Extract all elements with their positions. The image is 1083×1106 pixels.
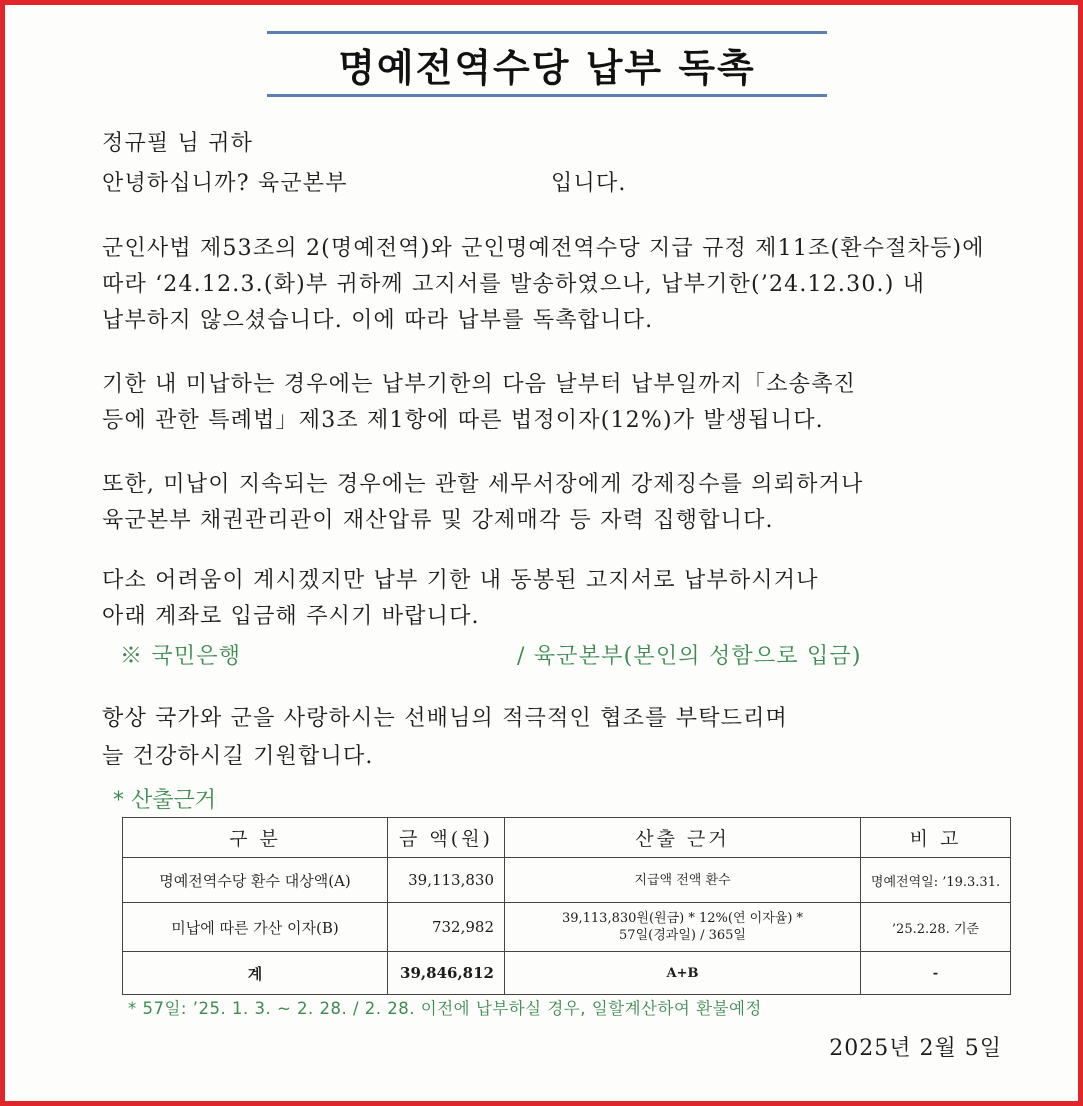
row-amount: 732,982 [388, 903, 505, 952]
footnote: * 57일: ’25. 1. 3. ~ 2. 28. / 2. 28. 이전에 납부하실 경우, 일할계산하여 환불예정 [128, 999, 762, 1018]
row-basis-line: 57일(경과일) / 365일 [619, 928, 746, 943]
row-amount: 39,113,830 [388, 858, 505, 903]
para4-line: 다소 어려움이 계시겠지만 납부 기한 내 동봉된 고지서로 납부하시거나 [102, 568, 819, 593]
calculation-basis-heading: * 산출근거 [113, 788, 217, 813]
account-holder: / 육군본부(본인의 성함으로 입금) [517, 644, 862, 669]
para1-line: 군인사법 제53조의 2(명예전역)와 군인명예전역수당 지급 규정 제11조(환수절차등)에 [102, 236, 985, 261]
greeting-suffix: 입니다. [551, 171, 627, 196]
title-box [267, 31, 827, 97]
para1-line: 납부하지 않으셨습니다. 이에 따라 납부를 독촉합니다. [102, 308, 654, 333]
table-total-row [123, 952, 1011, 995]
table-row [123, 858, 1011, 903]
calculation-table [122, 817, 1011, 995]
para4-line: 아래 계좌로 입금해 주시기 바랍니다. [102, 604, 480, 629]
row-basis [505, 903, 861, 952]
row-note: ’25.2.28. 기준 [861, 903, 1011, 952]
header-basis: 산출 근거 [505, 818, 861, 858]
greeting-prefix: 안녕하십니까? 육군본부 [102, 171, 348, 196]
total-amount: 39,846,812 [388, 952, 505, 995]
closing-line: 늘 건강하시길 기원합니다. [102, 744, 374, 769]
para2-line: 등에 관한 특례법」제3조 제1항에 따른 법정이자(12%)가 발생됩니다. [102, 408, 824, 433]
para3-line: 또한, 미납이 지속되는 경우에는 관할 세무서장에게 강제징수를 의뢰하거나 [102, 472, 864, 497]
header-amount: 금 액(원) [388, 818, 505, 858]
row-note: 명예전역일: ’19.3.31. [861, 858, 1011, 903]
row-label: 명예전역수당 환수 대상액(A) [123, 858, 388, 903]
row-label: 미납에 따른 가산 이자(B) [123, 903, 388, 952]
para2-line: 기한 내 미납하는 경우에는 납부기한의 다음 날부터 납부일까지「소송촉진 [102, 372, 857, 397]
closing-line: 항상 국가와 군을 사랑하시는 선배님의 적극적인 협조를 부탁드리며 [102, 706, 789, 731]
table-row [123, 903, 1011, 952]
table-header-row [123, 818, 1011, 858]
para3-line: 육군본부 채권관리관이 재산압류 및 강제매각 등 자력 집행합니다. [102, 508, 774, 533]
header-note: 비 고 [861, 818, 1011, 858]
row-basis-line: 39,113,830원(원금) * 12%(연 이자율) * [561, 911, 804, 926]
document-title: 명예전역수당 납부 독촉 [338, 45, 756, 90]
bank-name: ※ 국민은행 [120, 644, 242, 669]
total-basis: A+B [505, 952, 861, 995]
issue-date: 2025년 2월 5일 [829, 1036, 1002, 1061]
header-category: 구 분 [123, 818, 388, 858]
recipient-line: 정규필 님 귀하 [102, 131, 254, 156]
para1-line: 따라 ‘24.12.3.(화)부 귀하께 고지서를 발송하였으나, 납부기한(’24.12.30.) 내 [102, 272, 926, 297]
total-label: 계 [123, 952, 388, 995]
total-note: - [861, 952, 1011, 995]
row-basis: 지급액 전액 환수 [505, 858, 861, 903]
